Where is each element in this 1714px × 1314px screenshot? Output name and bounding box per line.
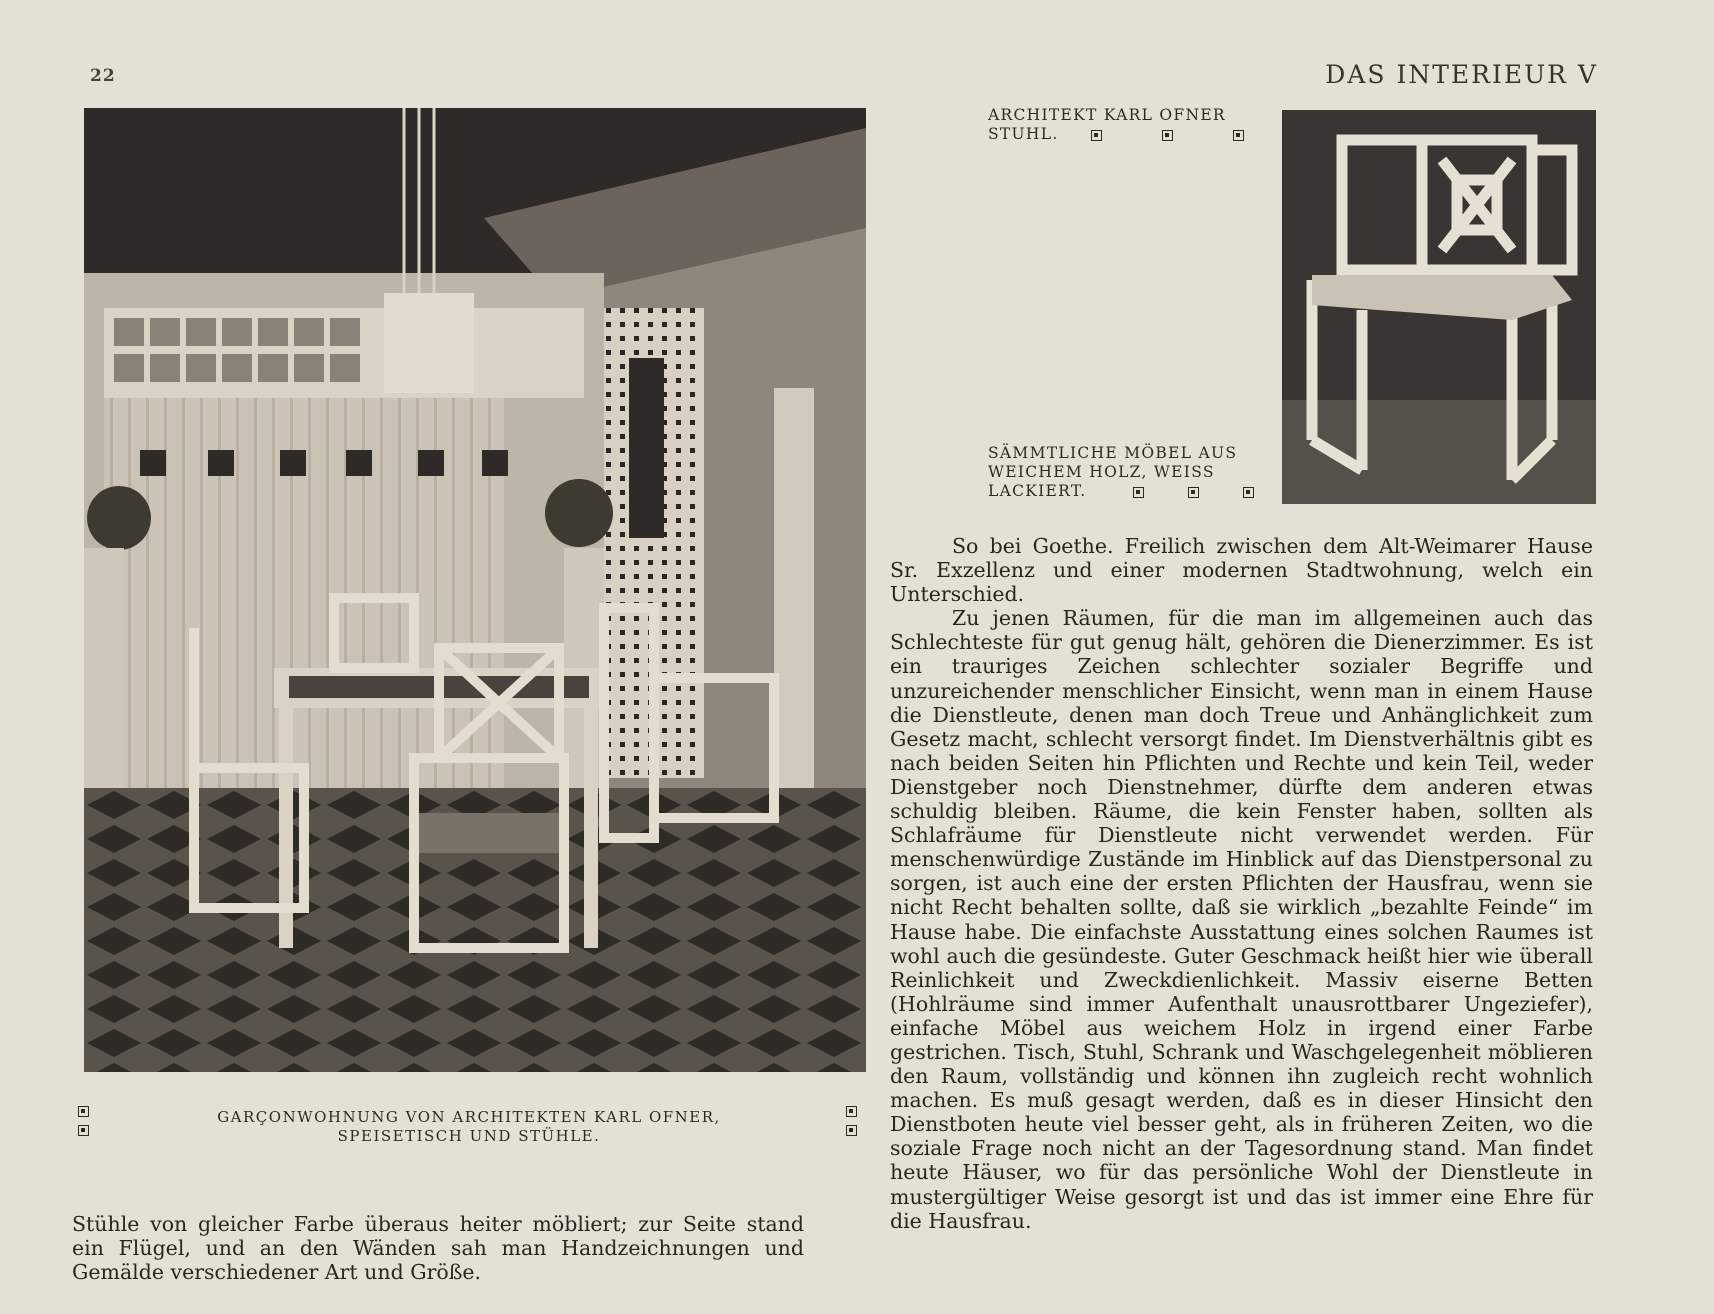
caption-text [134,1108,804,1146]
square-ornament-icon [846,1106,857,1117]
square-ornament-icon [1091,130,1102,141]
chair-caption-top-line2: STUHL. [988,125,1059,143]
square-ornament-icon [1133,487,1144,498]
square-ornament-icon [846,1125,857,1136]
ornament-squares-right [846,1106,857,1136]
square-ornament-icon [78,1125,89,1136]
chair-caption-bottom-line2: WEICHEM HOLZ, WEISS [988,463,1215,481]
chair-caption-bottom-line3: LACKIERT. [988,482,1087,500]
page-number: 22 [90,66,116,86]
square-ornament-icon [78,1106,89,1117]
square-ornament-icon [1188,487,1199,498]
square-ornament-icon [1233,130,1244,141]
caption-line1: GARÇONWOHNUNG VON ARCHITEKTEN KARL OFNER, [217,1108,721,1126]
square-ornament-icon [1162,130,1173,141]
ornament-squares-left [78,1106,89,1136]
right-paragraph-2: Zu jenen Räumen, für die man im allgemeinen auch das Schlechteste für gut genug hält, gehören die Dienerzimmer. Es ist ein trauriges Zeichen schlechter sozialer Begriffe und unzureichender menschlicher Einsicht, wenn man in einem Hause die Dienstleute, denen man doch Treue und Anhänglichkeit zum Gesetz macht, schlecht versorgt findet. Im Dienstverhältnis gibt es nach beiden Seiten hin Pflichten und Rechte und kein Teil, weder Dienstgeber noch Dienstnehmer, dürfte dem anderen etwas schuldig bleiben. Räume, die kein Fenster haben, sollten als Schlafräume für Dienstleute nicht verwendet werden. Für menschenwürdige Zustände im Hinblick auf das Dienstpersonal zu sorgen, ist auch eine der ersten Pflichten der Hausfrau, wenn sie nicht Recht behalten sollte, daß sie wirklich „bezahlte Feinde“ im Hause habe. Die einfachste Ausstattung eines solchen Raumes ist wohl auch die gesündeste. Guter Geschmack heißt hier wie überall Reinlichkeit und Zweckdienlichkeit. Massiv eiserne Betten (Hohlräume sind immer Aufenthalt unausrottbarer Ungeziefer), einfache Möbel aus weichem Holz in irgend einer Farbe gestrichen. Tisch, Stuhl, Schrank und Waschgelegenheit möblieren den Raum, vollständig und können ihn zugleich recht wohnlich machen. Es muß gesagt werden, daß es in dieser Hinsicht den Dienstboten heute viel besser geht, als in früheren Zeiten, wo die soziale Frage noch nicht an der Tagesordnung stand. Man findet heute Häuser, wo für das persönliche Wohl der Dienstleute in mustergültiger Weise gesorgt ist und das ist immer eine Ehre für die Hausfrau. [890,606,1593,1233]
right-body-text [890,534,1593,1233]
square-ornament-icon [1243,487,1254,498]
chair-caption-bottom [988,444,1264,501]
left-paragraph: Stühle von gleicher Farbe überaus heiter möbliert; zur Seite stand ein Flügel, und an den Wänden sah man Handzeichnungen und Gemälde verschiedener Art und Größe. [72,1212,804,1284]
right-paragraph-1: So bei Goethe. Freilich zwischen dem Alt-Weimarer Hause Sr. Exzellenz und einer modernen Stadtwohnung, welch ein Unterschied. [890,534,1593,607]
chair-caption-top-line1: ARCHITEKT KARL OFNER [988,106,1226,124]
chair-photo [1282,110,1596,504]
dining-room-photo [84,108,866,1072]
chair-caption-bottom-line1: SÄMMTLICHE MÖBEL AUS [988,444,1238,462]
running-title: DAS INTERIEUR V [1325,60,1598,89]
figure-caption-left [74,1100,864,1148]
caption-line2: SPEISETISCH UND STÜHLE. [337,1127,601,1145]
chair-caption-top [988,106,1260,144]
ornament-row-top [1091,130,1244,141]
ornament-row-bottom [1133,487,1254,498]
